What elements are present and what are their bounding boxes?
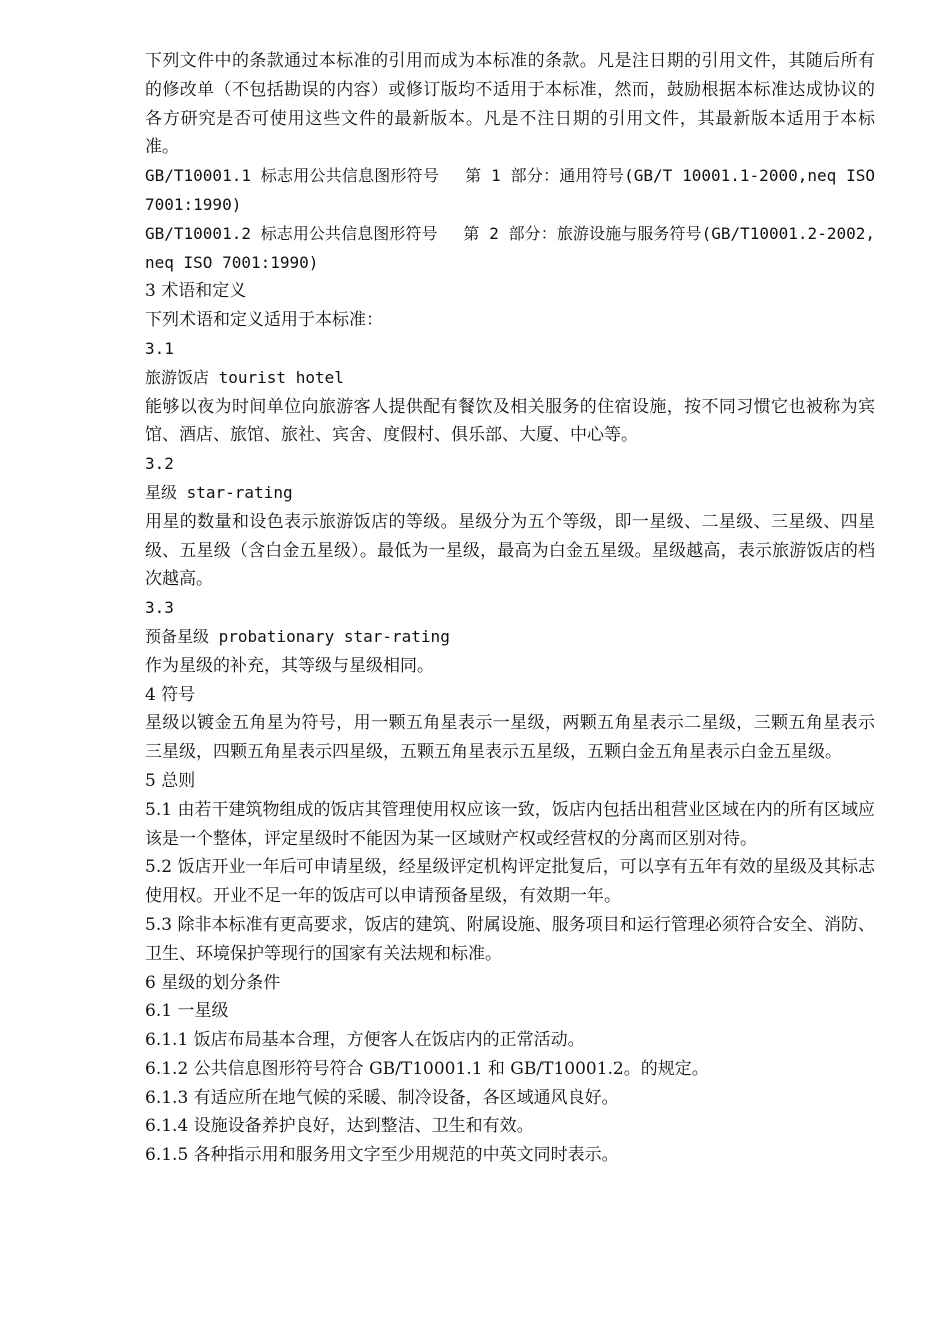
document-body bbox=[145, 47, 875, 1170]
term-definition-star-rating: 用星的数量和设色表示旅游饭店的等级。星级分为五个等级，即一星级、二星级、三星级、四星级、五星级（含白金五星级）。最低为一星级，最高为白金五星级。星级越高，表示旅游饭店的档次越高。 bbox=[145, 511, 875, 590]
term-number-3-3: 3.3 bbox=[145, 598, 174, 618]
condition-6-1-2: 6.1.2 公共信息图形符号符合 GB/T10001.1 和 GB/T10001.2。的规定。 bbox=[145, 1058, 709, 1079]
subsection-heading-6-1: 6.1 一星级 bbox=[145, 1001, 229, 1022]
symbol-paragraph: 星级以镀金五角星为符号，用一颗五角星表示一星级，两颗五角星表示二星级，三颗五角星表示三星级，四颗五角星表示四星级，五颗五角星表示五星级，五颗白金五角星表示白金五星级。 bbox=[145, 713, 875, 763]
terms-intro-paragraph: 下列术语和定义适用于本标准： bbox=[145, 310, 383, 331]
section-heading-3: 3 术语和定义 bbox=[145, 281, 247, 302]
term-title-star-rating: 星级 star-rating bbox=[145, 482, 293, 502]
term-number-3-1: 3.1 bbox=[145, 338, 174, 358]
term-title-tourist-hotel: 旅游饭店 tourist hotel bbox=[145, 367, 344, 387]
section-heading-4: 4 符号 bbox=[145, 684, 196, 705]
section-heading-5: 5 总则 bbox=[145, 770, 196, 791]
section-heading-6: 6 星级的划分条件 bbox=[145, 972, 281, 993]
general-rule-5-3: 5.3 除非本标准有更高要求，饭店的建筑、附属设施、服务项目和运行管理必须符合安全、消防、卫生、环境保护等现行的国家有关法规和标准。 bbox=[145, 914, 875, 964]
condition-6-1-1: 6.1.1 饭店布局基本合理，方便客人在饭店内的正常活动。 bbox=[145, 1030, 585, 1051]
condition-6-1-5: 6.1.5 各种指示用和服务用文字至少用规范的中英文同时表示。 bbox=[145, 1145, 619, 1166]
condition-6-1-3: 6.1.3 有适应所在地气候的采暖、制冷设备，各区域通风良好。 bbox=[145, 1087, 619, 1108]
references-intro-paragraph: 下列文件中的条款通过本标准的引用而成为本标准的条款。凡是注日期的引用文件，其随后所有的修改单（不包括勘误的内容）或修订版均不适用于本标准，然而，鼓励根据本标准达成协议的各方研究是否可使用这些文件的最新版本。凡是不注日期的引用文件，其最新版本适用于本标准。 bbox=[145, 51, 875, 158]
general-rule-5-2: 5.2 饭店开业一年后可申请星级，经星级评定机构评定批复后，可以享有五年有效的星级及其标志使用权。开业不足一年的饭店可以申请预备星级，有效期一年。 bbox=[145, 857, 875, 907]
term-definition-probationary-star-rating: 作为星级的补充，其等级与星级相同。 bbox=[145, 655, 434, 676]
term-definition-tourist-hotel: 能够以夜为时间单位向旅游客人提供配有餐饮及相关服务的住宿设施，按不同习惯它也被称为宾馆、酒店、旅馆、旅社、宾舍、度假村、俱乐部、大厦、中心等。 bbox=[145, 396, 875, 446]
term-title-probationary-star-rating: 预备星级 probationary star-rating bbox=[145, 626, 450, 646]
condition-6-1-4: 6.1.4 设施设备养护良好，达到整洁、卫生和有效。 bbox=[145, 1116, 534, 1137]
term-number-3-2: 3.2 bbox=[145, 454, 174, 474]
general-rule-5-1: 5.1 由若干建筑物组成的饭店其管理使用权应该一致，饭店内包括出租营业区域在内的所有区域应该是一个整体，评定星级时不能因为某一区域财产权或经营权的分离而区别对待。 bbox=[145, 799, 875, 849]
reference-gb-t10001-1: GB/T10001.1 标志用公共信息图形符号 第 1 部分：通用符号(GB/T 10001.1-2000,neq ISO 7001:1990) bbox=[145, 166, 875, 214]
reference-gb-t10001-2: GB/T10001.2 标志用公共信息图形符号 第 2 部分：旅游设施与服务符号(GB/T10001.2-2002,neq ISO 7001:1990) bbox=[145, 223, 875, 272]
